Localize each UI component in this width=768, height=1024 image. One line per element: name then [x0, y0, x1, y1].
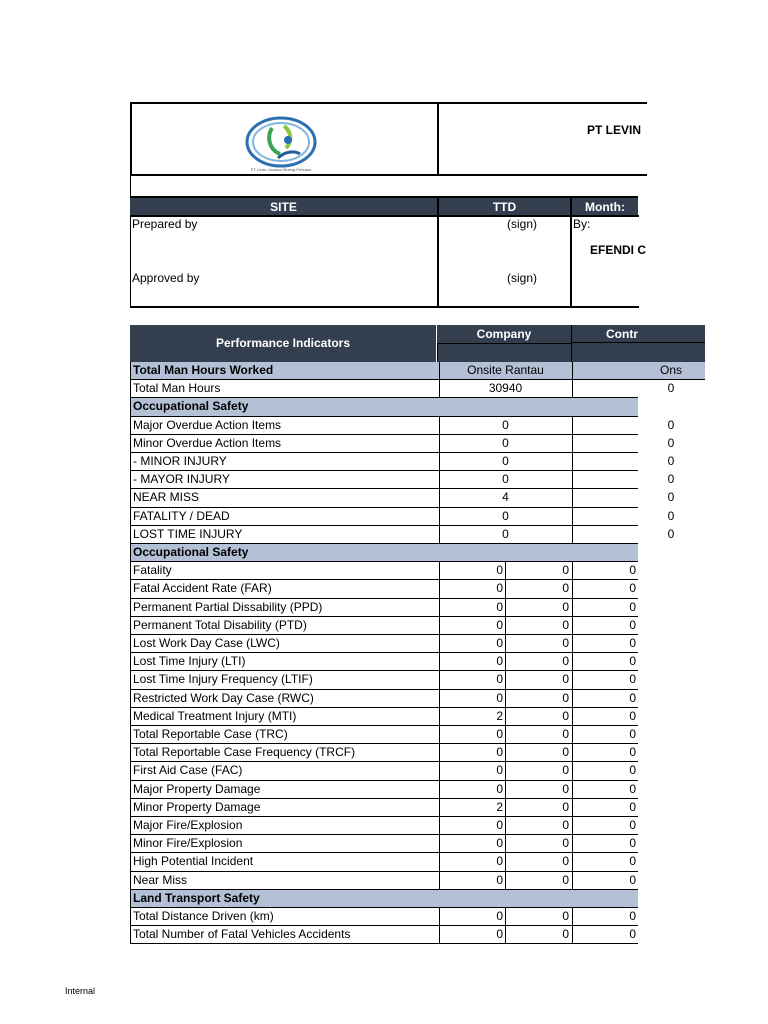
- cell-b: 0: [562, 654, 569, 669]
- cell-b: 0: [562, 636, 569, 650]
- row-label: Total Reportable Case (TRC): [133, 727, 288, 741]
- cell-a: 0: [496, 617, 503, 632]
- table-header: [130, 325, 705, 362]
- cell-divider: [572, 489, 573, 507]
- cell-a: 0: [496, 763, 503, 778]
- cell-divider: [572, 435, 573, 453]
- cell-d: 0: [629, 909, 636, 923]
- cell-a: 0: [496, 781, 503, 796]
- month-header: Month:: [572, 196, 638, 215]
- cell-d: 0: [629, 854, 636, 869]
- row-label: NEAR MISS: [133, 490, 200, 505]
- cell-a: 0: [496, 872, 503, 887]
- contractor-col-header: Contr: [571, 325, 705, 343]
- row-label: Major Property Damage: [133, 781, 261, 796]
- cell-d: 0: [629, 563, 636, 578]
- cell-a: 0: [496, 854, 503, 869]
- cell-divider: [572, 471, 573, 489]
- cell-d: 0: [667, 454, 675, 468]
- row-label: Lost Time Injury (LTI): [133, 654, 246, 669]
- row-label: - MAYOR INJURY: [133, 472, 230, 487]
- row-label: High Potential Incident: [133, 854, 254, 869]
- cell-b: 0: [562, 818, 569, 832]
- cell-b: 0: [562, 927, 569, 942]
- row-label: Major Overdue Action Items: [133, 417, 282, 432]
- row-label: Land Transport Safety: [133, 890, 260, 905]
- classification-label: Internal: [65, 986, 96, 996]
- ttd-header: TTD: [439, 196, 570, 215]
- cell-a: 0: [496, 745, 503, 760]
- table-row: [130, 653, 638, 671]
- table-row: [130, 489, 675, 507]
- cell-c: 0: [502, 472, 509, 487]
- section-row: [130, 890, 638, 908]
- row-label: First Aid Case (FAC): [133, 763, 243, 778]
- cell-d: 0: [629, 745, 636, 760]
- cell-d: 0: [629, 581, 636, 596]
- cell-b: 0: [562, 781, 569, 796]
- cell-d: 0: [629, 654, 636, 669]
- cell-divider: [572, 417, 573, 435]
- cell-d: 0: [629, 599, 636, 614]
- cell-d: 0: [629, 690, 636, 705]
- cell-b: 0: [562, 872, 569, 887]
- cell-c: 0: [502, 526, 509, 541]
- cell-a: 0: [496, 563, 503, 578]
- cell-b: 0: [562, 836, 569, 851]
- cell-a: 0: [496, 836, 503, 851]
- row-label: Total Reportable Case Frequency (TRCF): [133, 745, 356, 760]
- cell-d: 0: [629, 818, 636, 832]
- cell-d: 0: [629, 927, 636, 942]
- bar-divider-2: [570, 196, 572, 215]
- table-row: [130, 762, 638, 780]
- cell-c: 0: [502, 417, 509, 432]
- row-label: Restricted Work Day Case (RWC): [133, 690, 314, 705]
- cell-c: 0: [502, 508, 509, 523]
- cell-d: 0: [629, 636, 636, 650]
- table-row: [130, 690, 638, 708]
- cell-d: 0: [629, 799, 636, 814]
- cell-d: 0: [667, 526, 675, 541]
- cell-c: 4: [502, 490, 509, 505]
- cell-b: 0: [562, 854, 569, 869]
- row-label: FATALITY / DEAD: [133, 508, 230, 523]
- by-name: EFENDI C: [590, 243, 647, 257]
- table-row: [130, 380, 675, 398]
- cell-b: 0: [562, 599, 569, 614]
- row-label: Minor Fire/Explosion: [133, 836, 243, 851]
- sign-placeholder-2: (sign): [507, 271, 538, 285]
- prepared-by-label: Prepared by: [132, 217, 198, 231]
- by-label: By:: [573, 217, 591, 231]
- cell-c: 0: [502, 454, 509, 468]
- company-col-header: Company: [437, 325, 571, 344]
- logo-cell: [130, 102, 437, 176]
- cell-a: 0: [496, 672, 503, 687]
- table-row: [130, 671, 638, 689]
- cell-b: 0: [562, 563, 569, 578]
- table-row: [130, 853, 638, 871]
- cell-d: 0: [629, 672, 636, 687]
- cell-divider: [572, 380, 573, 398]
- company-logo: [244, 114, 318, 174]
- table-row: [130, 453, 675, 471]
- cell-d: 0: [667, 435, 675, 450]
- cell-a: 0: [496, 654, 503, 669]
- row-label: Near Miss: [133, 872, 188, 887]
- cell-divider: [572, 453, 573, 471]
- row-label: Occupational Safety: [133, 399, 249, 414]
- row-label: LOST TIME INJURY: [133, 526, 243, 541]
- table-row: [130, 817, 638, 835]
- table-row: [130, 526, 675, 544]
- table-row: [130, 708, 638, 726]
- report-header: [130, 102, 647, 308]
- row-label: Major Fire/Explosion: [133, 818, 243, 832]
- table-row: [130, 744, 638, 762]
- section-row: [130, 544, 638, 562]
- cell-d: 0: [629, 836, 636, 851]
- table-row: [130, 835, 638, 853]
- cell-b: 0: [562, 909, 569, 923]
- section-row: [130, 398, 638, 416]
- table-row: [130, 908, 638, 926]
- table-row: [130, 417, 675, 435]
- cell-d: 0: [667, 508, 675, 523]
- head-divider-1: [437, 343, 438, 362]
- cell-b: 0: [562, 727, 569, 741]
- sign-placeholder-1: (sign): [507, 217, 538, 231]
- table-row: [130, 726, 638, 744]
- cell-d: 0: [629, 781, 636, 796]
- table-row: [130, 471, 675, 489]
- table-row: [130, 562, 638, 580]
- table-row: [130, 799, 638, 817]
- cell-b: 0: [562, 745, 569, 760]
- cell-a: 0: [496, 727, 503, 741]
- cell-b: 0: [562, 763, 569, 778]
- cell-d: 0: [667, 381, 675, 396]
- row-label: Occupational Safety: [133, 545, 249, 559]
- sig-divider-1: [437, 215, 439, 308]
- cell-d: 0: [667, 417, 675, 432]
- cell-c: 0: [502, 435, 509, 450]
- cell-d: 0: [667, 472, 675, 487]
- cell-b: 0: [562, 708, 569, 723]
- title-cell: [437, 102, 647, 176]
- table-row: [130, 872, 638, 890]
- cell-divider: [572, 362, 573, 380]
- cell-b: 0: [562, 581, 569, 596]
- cell-a: 0: [496, 599, 503, 614]
- row-label: Total Man Hours: [133, 381, 221, 396]
- cell-d: 0: [629, 763, 636, 778]
- row-label: Minor Overdue Action Items: [133, 435, 282, 450]
- head-divider-2: [571, 325, 572, 362]
- cell-a: 0: [496, 581, 503, 596]
- table-row: [130, 599, 638, 617]
- cell-d: 0: [629, 872, 636, 887]
- cell-d: 0: [629, 708, 636, 723]
- cell-b: 0: [562, 799, 569, 814]
- cell-b: 0: [562, 672, 569, 687]
- cell-b: 0: [562, 617, 569, 632]
- row-label: Fatal Accident Rate (FAR): [133, 581, 272, 596]
- section-row: [130, 362, 705, 380]
- bar-divider-1: [437, 196, 439, 215]
- cell-a: 0: [496, 927, 503, 942]
- table-row: [130, 617, 638, 635]
- cell-d: 0: [629, 617, 636, 632]
- table-row: [130, 435, 675, 453]
- table-row: [130, 926, 638, 944]
- company-title: PT LEVIN: [587, 123, 642, 137]
- row-label: Permanent Partial Dissability (PPD): [133, 599, 323, 614]
- row-label: Minor Property Damage: [133, 799, 261, 814]
- cell-a: 0: [496, 818, 503, 832]
- approved-by-label: Approved by: [132, 271, 200, 285]
- cell-c: 30940: [488, 381, 523, 396]
- cell-a: 2: [496, 708, 503, 723]
- cell-d: Ons: [659, 363, 682, 377]
- row-label: Total Distance Driven (km): [133, 909, 274, 923]
- sig-divider-2: [570, 215, 572, 308]
- cell-d: 0: [667, 490, 675, 505]
- cell-a: 0: [496, 636, 503, 650]
- cell-b: 0: [562, 690, 569, 705]
- cell-a: 2: [496, 799, 503, 814]
- header-spacer: [130, 176, 638, 196]
- cell-c: Onsite Rantau: [467, 363, 544, 377]
- row-label: Lost Work Day Case (LWC): [133, 636, 280, 650]
- row-label: Lost Time Injury Frequency (LTIF): [133, 672, 313, 687]
- cell-d: 0: [629, 727, 636, 741]
- row-label: Total Number of Fatal Vehicles Accidents: [133, 927, 351, 942]
- logo-caption: PT Levin Jovanta Sinergi Perkasa: [250, 167, 312, 172]
- row-label: Fatality: [133, 563, 172, 578]
- row-label: Permanent Total Disability (PTD): [133, 617, 307, 632]
- table-row: [130, 508, 675, 526]
- row-label: - MINOR INJURY: [133, 454, 227, 468]
- row-label: Total Man Hours Worked: [133, 363, 274, 377]
- cell-divider: [572, 508, 573, 526]
- cell-a: 0: [496, 909, 503, 923]
- site-header: SITE: [130, 196, 437, 215]
- cell-a: 0: [496, 690, 503, 705]
- table-row: [130, 781, 638, 799]
- signature-area: [130, 215, 639, 308]
- cell-divider: [572, 526, 573, 544]
- table-row: [130, 580, 638, 598]
- pi-title: Performance Indicators: [130, 325, 437, 362]
- row-label: Medical Treatment Injury (MTI): [133, 708, 297, 723]
- table-left-border: [130, 362, 131, 944]
- table-row: [130, 635, 638, 653]
